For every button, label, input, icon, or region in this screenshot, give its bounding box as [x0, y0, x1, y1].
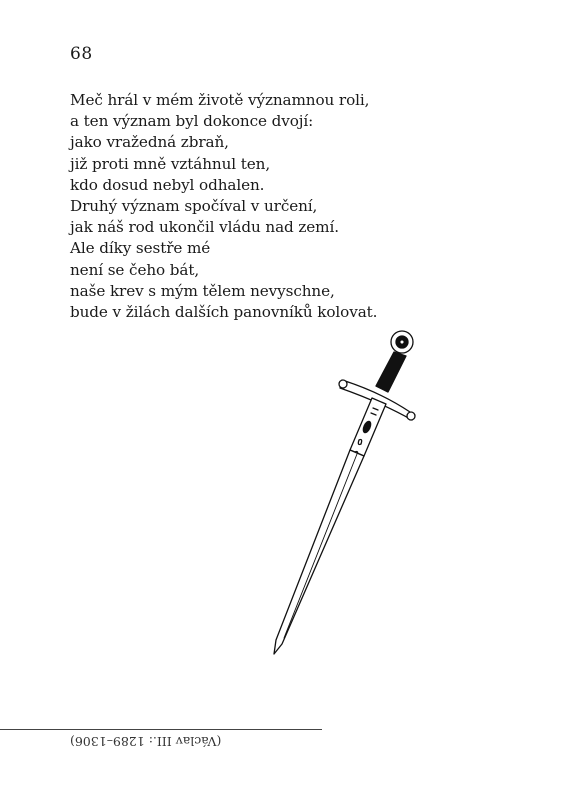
footer-divider — [0, 729, 322, 730]
poem-line: není se čeho bát, — [70, 260, 200, 279]
poem-line: Ale díky sestře mé — [70, 239, 211, 258]
poem-line: jako vražedná zbraň, — [70, 133, 229, 152]
poem-line: již proti mně vztáhnul ten, — [70, 154, 271, 173]
footer-attribution: (Václav III.: 1289–1306) — [70, 734, 222, 749]
poem — [70, 90, 377, 323]
poem-line: bude v žilách dalších panovníků kolovat. — [70, 303, 378, 322]
poem-line: jak náš rod ukončil vládu nad zemí. — [70, 218, 339, 237]
page-number: 68 — [70, 44, 93, 64]
poem-line: Druhý význam spočíval v určení, — [70, 197, 318, 216]
poem-line: naše krev s mým tělem nevyschne, — [70, 281, 335, 300]
sword-icon — [260, 320, 430, 660]
poem-line: kdo dosud nebyl odhalen. — [70, 175, 265, 194]
poem-line: Meč hrál v mém životě významnou roli, — [70, 91, 370, 109]
poem-line: a ten význam byl dokonce dvojí: — [70, 112, 314, 131]
